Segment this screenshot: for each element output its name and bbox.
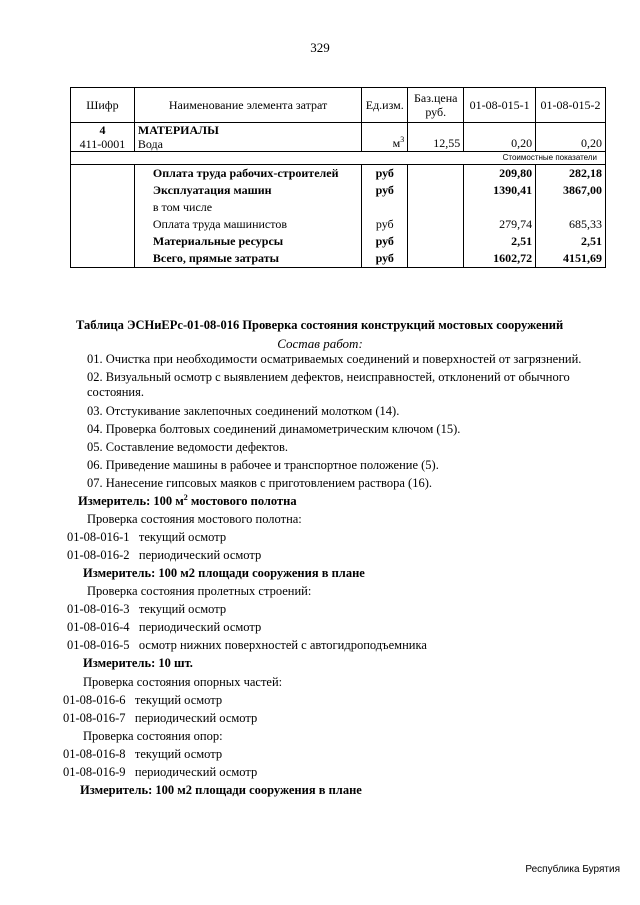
row-unit: руб — [362, 233, 408, 250]
row-unit: руб — [362, 250, 408, 268]
row-v2: 685,33 — [536, 216, 606, 233]
cost-header: Стоимостные показатели — [71, 152, 606, 165]
table-row — [71, 216, 606, 233]
table-row — [71, 199, 606, 216]
header-code: Шифр — [71, 88, 135, 123]
water-unit-sup: 3 — [400, 135, 405, 144]
empty-cell — [408, 199, 464, 216]
header-unit: Ед.изм. — [362, 88, 408, 123]
composition-title: Состав работ: — [277, 336, 363, 351]
empty-cell — [408, 233, 464, 250]
empty-cell — [71, 182, 135, 199]
row-v1: 279,74 — [464, 216, 536, 233]
water-unit: м — [392, 136, 401, 150]
row-name: Материальные ресурсы — [134, 233, 361, 250]
row-v2: 4151,69 — [536, 250, 606, 268]
row-unit — [362, 199, 408, 216]
row-name: Оплата труда машинистов — [134, 216, 361, 233]
meter-3: Измеритель: 10 шт. — [83, 656, 193, 670]
meter-1: Измеритель: 100 $м^2$ мостового полотна — [78, 492, 297, 508]
list-item: 01-08-016-8 текущий осмотр — [63, 747, 223, 761]
list-item: 01-08-016-6 текущий осмотр — [63, 693, 223, 707]
water-v1: 0,20 — [464, 123, 536, 152]
group-4-title: Проверка состояния опор: — [83, 729, 223, 743]
page-number: 329 — [310, 40, 330, 55]
list-item: 01-08-016-1 текущий осмотр — [67, 530, 227, 544]
list-item: 01-08-016-2 периодический осмотр — [67, 548, 262, 562]
row-name: в том числе — [134, 199, 361, 216]
row-unit: руб — [362, 165, 408, 183]
water-price: 12,55 — [408, 123, 464, 152]
list-item: 01-08-016-4 периодический осмотр — [67, 620, 262, 634]
work-item: 03. Отстукивание заклепочных соединений молотком (14). — [87, 404, 400, 418]
empty-cell — [408, 165, 464, 183]
group-1-title: Проверка состояния мостового полотна: — [87, 512, 302, 526]
row-v1: 209,80 — [464, 165, 536, 183]
empty-cell — [71, 165, 135, 183]
empty-cell — [408, 250, 464, 268]
work-item: 04. Проверка болтовых соединений динамометрическим ключом (15). — [87, 422, 461, 436]
row-name: Оплата труда рабочих-строителей — [134, 165, 361, 183]
table-row — [71, 123, 606, 152]
water-name: Вода — [137, 137, 163, 151]
table-row — [71, 250, 606, 268]
row-v2: 2,51 — [536, 233, 606, 250]
water-code: 411-0001 — [79, 137, 126, 151]
empty-cell — [71, 199, 135, 216]
list-item: 01-08-016-7 периодический осмотр — [63, 711, 258, 725]
work-item: 02. Визуальный осмотр с выявлением дефектов, неисправностей, отклонений от обычного — [87, 370, 570, 384]
row-v2: 3867,00 — [536, 182, 606, 199]
section-code: 4 — [99, 123, 106, 137]
row-v1 — [464, 199, 536, 216]
empty-cell — [71, 216, 135, 233]
section-title: Таблица ЭСНиЕРс-01-08-016 Проверка состояния конструкций мостовых сооружений — [76, 318, 564, 332]
table-row — [71, 165, 606, 183]
table-header-row — [71, 88, 606, 123]
section-name: МАТЕРИАЛЫ — [137, 123, 219, 137]
cost-header-row — [71, 152, 606, 165]
row-unit: руб — [362, 216, 408, 233]
cost-table — [70, 87, 606, 268]
work-item: 06. Приведение машины в рабочее и транспортное положение (5). — [87, 458, 439, 472]
empty-cell — [71, 233, 135, 250]
work-item: 05. Составление ведомости дефектов. — [87, 440, 289, 454]
footer-region: Республика Бурятия — [525, 864, 620, 875]
row-v2 — [536, 199, 606, 216]
group-3-title: Проверка состояния опорных частей: — [83, 675, 283, 689]
empty-cell — [408, 182, 464, 199]
work-item: 01. Очистка при необходимости осматриваемых соединений и поверхностей от загрязнений. — [87, 352, 582, 366]
work-item: состояния. — [87, 385, 144, 399]
meter-4: Измеритель: 100 м2 площади сооружения в плане — [80, 783, 362, 797]
header-price: Баз.цена руб. — [408, 88, 464, 123]
list-item: 01-08-016-5 осмотр нижних поверхностей с автогидроподъемника — [67, 638, 427, 652]
work-item: 07. Нанесение гипсовых маяков с приготовлением раствора (16). — [87, 476, 432, 490]
group-2-title: Проверка состояния пролетных строений: — [87, 584, 312, 598]
empty-cell — [71, 250, 135, 268]
list-item: 01-08-016-3 текущий осмотр — [67, 602, 227, 616]
row-name: Эксплуатация машин — [134, 182, 361, 199]
meter-2: Измеритель: 100 м2 площади сооружения в плане — [83, 566, 365, 580]
row-v2: 282,18 — [536, 165, 606, 183]
table-row — [71, 233, 606, 250]
header-name: Наименование элемента затрат — [134, 88, 361, 123]
header-col2: 01-08-015-2 — [536, 88, 606, 123]
row-name: Всего, прямые затраты — [134, 250, 361, 268]
water-v2: 0,20 — [536, 123, 606, 152]
list-item: 01-08-016-9 периодический осмотр — [63, 765, 258, 779]
table-row — [71, 182, 606, 199]
row-v1: 2,51 — [464, 233, 536, 250]
row-v1: 1602,72 — [464, 250, 536, 268]
header-col1: 01-08-015-1 — [464, 88, 536, 123]
row-unit: руб — [362, 182, 408, 199]
empty-cell — [408, 216, 464, 233]
row-v1: 1390,41 — [464, 182, 536, 199]
